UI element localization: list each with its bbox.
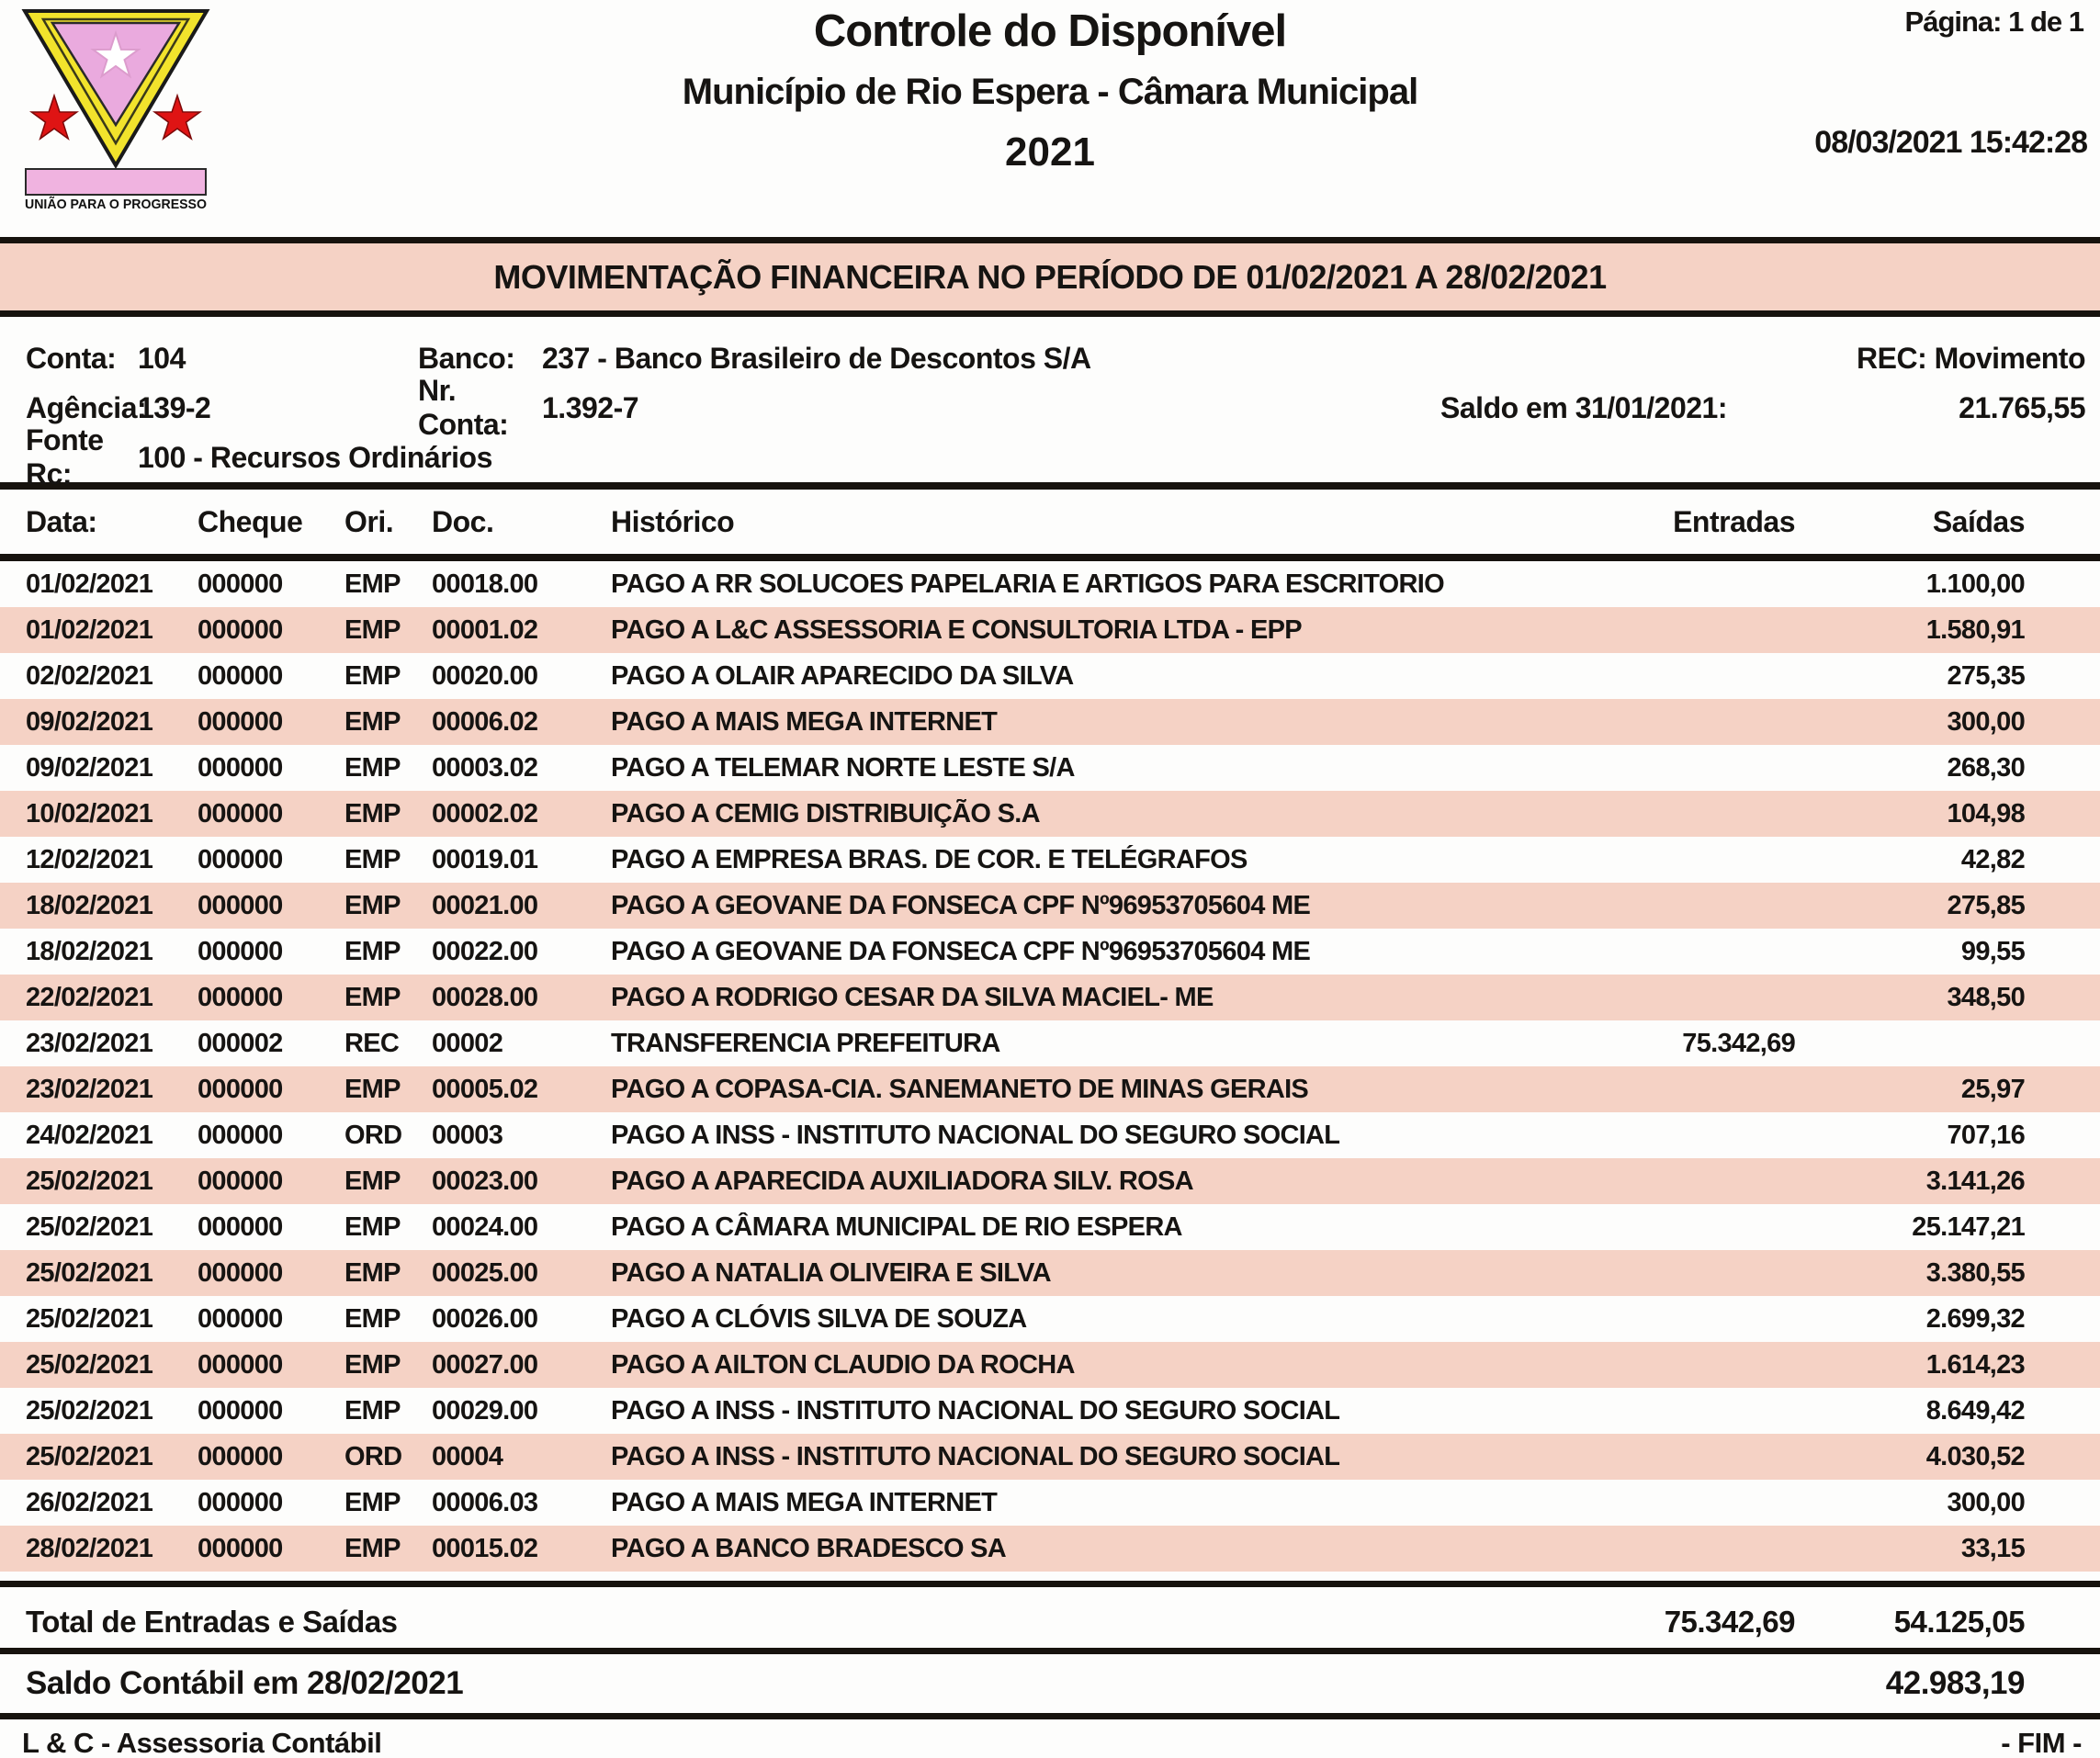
cell-historico: PAGO A COPASA-CIA. SANEMANETO DE MINAS GERAIS (611, 1074, 1309, 1104)
cell-cheque: 000000 (198, 706, 283, 737)
cell-historico: PAGO A AILTON CLAUDIO DA ROCHA (611, 1349, 1075, 1380)
agencia-value: 139-2 (138, 390, 211, 424)
account-row-2 (0, 374, 2100, 441)
cell-data: 12/02/2021 (26, 844, 153, 874)
cell-historico: PAGO A INSS - INSTITUTO NACIONAL DO SEGURO SOCIAL (611, 1120, 1340, 1150)
cell-cheque: 000000 (198, 1487, 283, 1517)
saldo-final-label: Saldo Contábil em 28/02/2021 (26, 1665, 464, 1701)
footer-end-marker: - FIM - (2001, 1727, 2082, 1758)
fonte-value: 100 - Recursos Ordinários (138, 440, 492, 474)
account-info (0, 333, 2100, 490)
cell-doc: 00029.00 (432, 1395, 538, 1426)
totals-entradas: 75.342,69 (1664, 1605, 1795, 1639)
cell-data: 18/02/2021 (26, 890, 153, 920)
report-header (0, 0, 2100, 214)
cell-cheque: 000000 (198, 569, 283, 599)
conta-value: 104 (138, 341, 186, 375)
cell-saida: 25.147,21 (1912, 1211, 2025, 1242)
report-year: 2021 (1005, 130, 1095, 175)
rec-value: REC: Movimento (1857, 341, 2085, 375)
table-row (0, 745, 2100, 791)
cell-ori: EMP (344, 1533, 401, 1563)
table-row (0, 1158, 2100, 1204)
cell-data: 01/02/2021 (26, 614, 153, 645)
cell-saida: 707,16 (1947, 1120, 2025, 1150)
cell-ori: EMP (344, 1395, 401, 1426)
col-data: Data: (26, 504, 97, 538)
movements-rows (0, 561, 2100, 1572)
cell-ori: EMP (344, 1166, 401, 1196)
cell-cheque: 000000 (198, 890, 283, 920)
cell-historico: PAGO A CEMIG DISTRIBUIÇÃO S.A (611, 798, 1040, 828)
cell-cheque: 000000 (198, 1074, 283, 1104)
cell-doc: 00002.02 (432, 798, 538, 828)
cell-historico: TRANSFERENCIA PREFEITURA (611, 1028, 1000, 1058)
saldo-anterior-value: 21.765,55 (1959, 390, 2085, 424)
table-row (0, 1250, 2100, 1296)
cell-entrada: 75.342,69 (1682, 1028, 1795, 1058)
cell-ori: EMP (344, 936, 401, 966)
cell-cheque: 000000 (198, 1533, 283, 1563)
report-footer (0, 1719, 2100, 1758)
cell-data: 25/02/2021 (26, 1441, 153, 1471)
cell-ori: EMP (344, 1349, 401, 1380)
cell-data: 23/02/2021 (26, 1074, 153, 1104)
col-saidas: Saídas (1932, 504, 2025, 538)
cell-cheque: 000000 (198, 1120, 283, 1150)
cell-saida: 275,85 (1947, 890, 2025, 920)
cell-data: 25/02/2021 (26, 1349, 153, 1380)
totals-row (0, 1596, 2100, 1648)
nr-conta-value: 1.392-7 (542, 390, 639, 424)
period-banner: MOVIMENTAÇÃO FINANCEIRA NO PERÍODO DE 01/02/2021 A 28/02/2021 (0, 237, 2100, 317)
fonte-label: Fonte Rc: (26, 423, 104, 490)
cell-cheque: 000000 (198, 1257, 283, 1288)
cell-doc: 00021.00 (432, 890, 538, 920)
table-row (0, 607, 2100, 653)
cell-ori: EMP (344, 1303, 401, 1334)
cell-historico: PAGO A TELEMAR NORTE LESTE S/A (611, 752, 1075, 783)
cell-historico: PAGO A INSS - INSTITUTO NACIONAL DO SEGURO SOCIAL (611, 1441, 1340, 1471)
cell-cheque: 000000 (198, 1441, 283, 1471)
account-row-3 (0, 423, 2100, 490)
cell-doc: 00003 (432, 1120, 503, 1150)
cell-ori: EMP (344, 569, 401, 599)
logo-motto: UNIÃO PARA O PROGRESSO (25, 197, 213, 211)
saldo-final-row (0, 1654, 2100, 1713)
generated-datetime: 08/03/2021 15:42:28 (1814, 125, 2087, 160)
table-row (0, 975, 2100, 1020)
cell-data: 25/02/2021 (26, 1211, 153, 1242)
cell-historico: PAGO A L&C ASSESSORIA E CONSULTORIA LTDA - EPP (611, 614, 1302, 645)
cell-ori: EMP (344, 844, 401, 874)
cell-doc: 00027.00 (432, 1349, 538, 1380)
cell-saida: 25,97 (1960, 1074, 2025, 1104)
cell-saida: 8.649,42 (1925, 1395, 2025, 1426)
col-historico: Histórico (611, 504, 735, 538)
cell-ori: EMP (344, 660, 401, 691)
table-row (0, 929, 2100, 975)
totals-saidas: 54.125,05 (1893, 1605, 2025, 1639)
cell-saida: 1.614,23 (1925, 1349, 2025, 1380)
table-row (0, 653, 2100, 699)
cell-doc: 00004 (432, 1441, 503, 1471)
divider (0, 554, 2100, 561)
cell-saida: 3.141,26 (1925, 1166, 2025, 1196)
nr-conta-label: Nr. Conta: (418, 374, 509, 441)
cell-data: 26/02/2021 (26, 1487, 153, 1517)
col-cheque: Cheque (198, 504, 303, 538)
cell-historico: PAGO A OLAIR APARECIDO DA SILVA (611, 660, 1074, 691)
banco-label: Banco: (418, 341, 515, 375)
cell-historico: PAGO A CLÓVIS SILVA DE SOUZA (611, 1303, 1027, 1334)
cell-cheque: 000000 (198, 660, 283, 691)
table-row (0, 1342, 2100, 1388)
cell-data: 25/02/2021 (26, 1257, 153, 1288)
page-number: Página: 1 de 1 (1904, 6, 2083, 38)
cell-historico: PAGO A RR SOLUCOES PAPELARIA E ARTIGOS PARA ESCRITORIO (611, 569, 1444, 599)
cell-doc: 00006.02 (432, 706, 538, 737)
cell-data: 25/02/2021 (26, 1166, 153, 1196)
cell-doc: 00005.02 (432, 1074, 538, 1104)
table-row (0, 1020, 2100, 1066)
cell-ori: EMP (344, 798, 401, 828)
cell-data: 25/02/2021 (26, 1303, 153, 1334)
conta-label: Conta: (26, 341, 117, 375)
col-entradas: Entradas (1673, 504, 1795, 538)
table-row (0, 883, 2100, 929)
table-row (0, 1112, 2100, 1158)
cell-cheque: 000000 (198, 936, 283, 966)
cell-doc: 00025.00 (432, 1257, 538, 1288)
footer-accountant: L & C - Assessoria Contábil (22, 1727, 382, 1758)
cell-data: 23/02/2021 (26, 1028, 153, 1058)
table-row (0, 1526, 2100, 1572)
cell-saida: 104,98 (1947, 798, 2025, 828)
table-row (0, 561, 2100, 607)
totals-label: Total de Entradas e Saídas (26, 1605, 398, 1639)
report-subtitle: Município de Rio Espera - Câmara Municipal (682, 72, 1418, 112)
cell-ori: EMP (344, 1257, 401, 1288)
table-row (0, 837, 2100, 883)
cell-saida: 300,00 (1947, 706, 2025, 737)
cell-data: 10/02/2021 (26, 798, 153, 828)
cell-data: 28/02/2021 (26, 1533, 153, 1563)
table-row (0, 1434, 2100, 1480)
cell-data: 22/02/2021 (26, 982, 153, 1012)
cell-historico: PAGO A GEOVANE DA FONSECA CPF Nº96953705604 ME (611, 890, 1311, 920)
cell-ori: EMP (344, 614, 401, 645)
cell-doc: 00019.01 (432, 844, 538, 874)
table-row (0, 791, 2100, 837)
cell-data: 25/02/2021 (26, 1395, 153, 1426)
saldo-final-value: 42.983,19 (1885, 1665, 2025, 1701)
cell-historico: PAGO A MAIS MEGA INTERNET (611, 1487, 998, 1517)
saldo-anterior-label: Saldo em 31/01/2021: (1440, 390, 1727, 424)
cell-historico: PAGO A GEOVANE DA FONSECA CPF Nº96953705604 ME (611, 936, 1311, 966)
cell-data: 09/02/2021 (26, 706, 153, 737)
cell-ori: EMP (344, 706, 401, 737)
cell-ori: REC (344, 1028, 400, 1058)
divider (0, 482, 2100, 490)
cell-data: 01/02/2021 (26, 569, 153, 599)
cell-doc: 00022.00 (432, 936, 538, 966)
cell-historico: PAGO A BANCO BRADESCO SA (611, 1533, 1007, 1563)
table-row (0, 1296, 2100, 1342)
cell-doc: 00015.02 (432, 1533, 538, 1563)
cell-saida: 3.380,55 (1925, 1257, 2025, 1288)
cell-doc: 00023.00 (432, 1166, 538, 1196)
cell-ori: EMP (344, 890, 401, 920)
cell-cheque: 000000 (198, 752, 283, 783)
title-block (0, 6, 2100, 175)
cell-saida: 33,15 (1960, 1533, 2025, 1563)
cell-doc: 00006.03 (432, 1487, 538, 1517)
cell-doc: 00026.00 (432, 1303, 538, 1334)
cell-doc: 00024.00 (432, 1211, 538, 1242)
cell-historico: PAGO A RODRIGO CESAR DA SILVA MACIEL- ME (611, 982, 1214, 1012)
cell-historico: PAGO A INSS - INSTITUTO NACIONAL DO SEGURO SOCIAL (611, 1395, 1340, 1426)
cell-cheque: 000000 (198, 844, 283, 874)
cell-cheque: 000000 (198, 798, 283, 828)
cell-saida: 348,50 (1947, 982, 2025, 1012)
table-row (0, 1480, 2100, 1526)
table-row (0, 699, 2100, 745)
cell-saida: 1.580,91 (1925, 614, 2025, 645)
divider (0, 1581, 2100, 1587)
agencia-label: Agência: (26, 390, 147, 424)
cell-ori: EMP (344, 1074, 401, 1104)
account-row-1 (0, 333, 2100, 383)
cell-ori: EMP (344, 1211, 401, 1242)
cell-historico: PAGO A CÂMARA MUNICIPAL DE RIO ESPERA (611, 1211, 1182, 1242)
divider (0, 1713, 2100, 1719)
cell-data: 09/02/2021 (26, 752, 153, 783)
cell-saida: 99,55 (1960, 936, 2025, 966)
cell-ori: EMP (344, 982, 401, 1012)
cell-cheque: 000000 (198, 1166, 283, 1196)
cell-ori: EMP (344, 752, 401, 783)
cell-doc: 00001.02 (432, 614, 538, 645)
cell-saida: 268,30 (1947, 752, 2025, 783)
cell-saida: 1.100,00 (1925, 569, 2025, 599)
cell-doc: 00003.02 (432, 752, 538, 783)
cell-historico: PAGO A MAIS MEGA INTERNET (611, 706, 998, 737)
table-row (0, 1066, 2100, 1112)
cell-cheque: 000000 (198, 1395, 283, 1426)
cell-doc: 00002 (432, 1028, 503, 1058)
cell-saida: 275,35 (1947, 660, 2025, 691)
cell-historico: PAGO A APARECIDA AUXILIADORA SILV. ROSA (611, 1166, 1193, 1196)
cell-cheque: 000000 (198, 1211, 283, 1242)
cell-ori: ORD (344, 1120, 402, 1150)
cell-cheque: 000002 (198, 1028, 283, 1058)
cell-saida: 300,00 (1947, 1487, 2025, 1517)
col-doc: Doc. (432, 504, 494, 538)
cell-data: 02/02/2021 (26, 660, 153, 691)
cell-doc: 00028.00 (432, 982, 538, 1012)
cell-saida: 2.699,32 (1925, 1303, 2025, 1334)
cell-historico: PAGO A NATALIA OLIVEIRA E SILVA (611, 1257, 1051, 1288)
cell-cheque: 000000 (198, 1349, 283, 1380)
cell-saida: 42,82 (1960, 844, 2025, 874)
col-ori: Ori. (344, 504, 394, 538)
divider (0, 1648, 2100, 1654)
report-title: Controle do Disponível (813, 6, 1287, 56)
cell-ori: ORD (344, 1441, 402, 1471)
cell-data: 24/02/2021 (26, 1120, 153, 1150)
banco-value: 237 - Banco Brasileiro de Descontos S/A (542, 341, 1091, 375)
table-row (0, 1204, 2100, 1250)
cell-saida: 4.030,52 (1925, 1441, 2025, 1471)
cell-data: 18/02/2021 (26, 936, 153, 966)
cell-ori: EMP (344, 1487, 401, 1517)
table-header (0, 490, 2100, 554)
cell-cheque: 000000 (198, 1303, 283, 1334)
cell-historico: PAGO A EMPRESA BRAS. DE COR. E TELÉGRAFOS (611, 844, 1248, 874)
cell-cheque: 000000 (198, 614, 283, 645)
cell-doc: 00020.00 (432, 660, 538, 691)
cell-doc: 00018.00 (432, 569, 538, 599)
table-row (0, 1388, 2100, 1434)
cell-cheque: 000000 (198, 982, 283, 1012)
